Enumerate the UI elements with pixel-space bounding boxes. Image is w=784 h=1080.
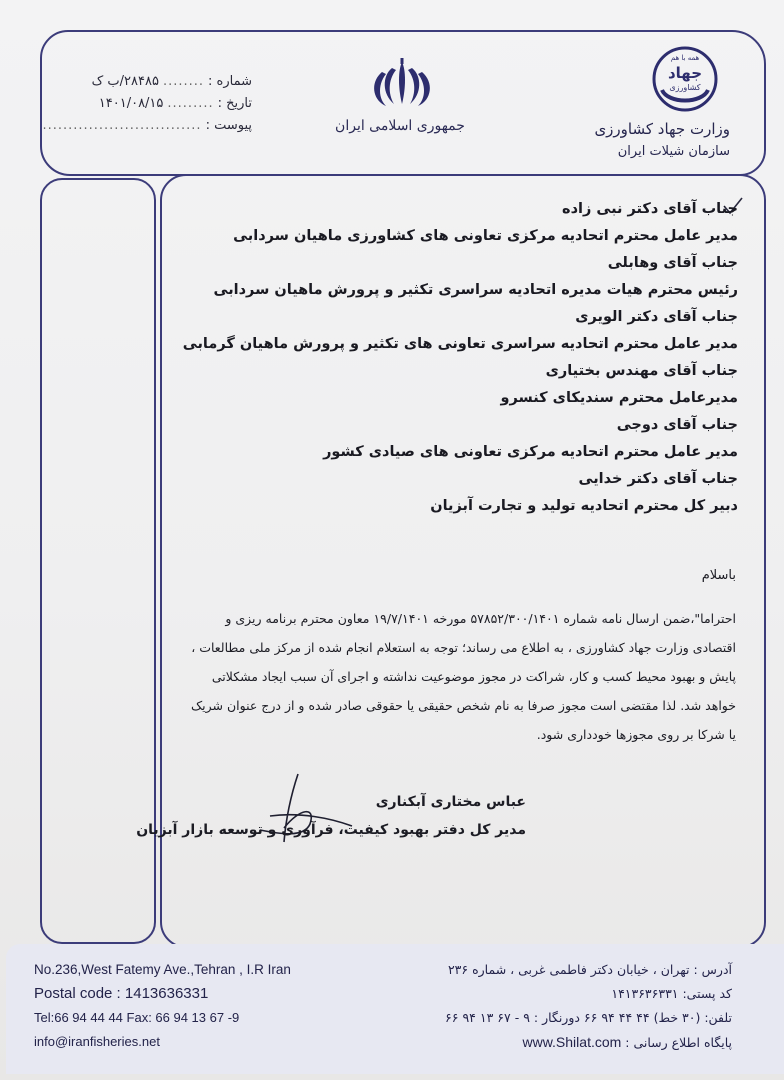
footer-website-link[interactable]: www.Shilat.com [522,1034,622,1050]
footer-en-phone: Tel:66 94 44 44 Fax: 66 94 13 67 -9 [34,1010,240,1025]
iran-emblem-icon [368,58,436,110]
footer-fa-address: آدرس : تهران ، خیابان دکتر فاطمی غربی ، شماره ۲۳۶ [447,962,732,977]
dotted-leader: ........ [162,74,205,89]
logo-text-top: همه با هم [670,54,700,62]
logo-text-main: جهاد [667,64,703,82]
footer-english [34,958,334,1054]
recipient-line: جناب آقای دوجی [616,417,738,433]
recipient-list [182,196,738,520]
greeting: باسلام [701,568,736,583]
recipient-line: مدیر عامل محترم اتحادیه سراسری تعاونی های تکثیر و پرورش ماهیان گرمابی [182,336,738,352]
letter-date-value: ۱۴۰۱/۰۸/۱۵ [98,96,164,111]
footer-en-postal: Postal code : 1413636331 [34,985,209,1002]
letter-date-label: تاریخ : [217,96,252,111]
logo-text-sub: کشاورزی [669,83,701,92]
letter-number-row [62,74,252,96]
letter-body [190,604,736,749]
letter-meta [42,74,252,140]
organization-name: سازمان شیلات ایران [617,144,730,159]
footer-en-email: info@iranfisheries.net [34,1034,160,1049]
recipient-line: جناب آقای دکتر نبی زاده [562,201,738,217]
recipient-line: جناب آقای دکتر خدایی [578,471,738,487]
body-line: پایش و بهبود محیط کسب و کار، شراکت در مجوز موضوعیت نداشته و اجرای آن سبب ایجاد مشکلاتی [211,669,736,684]
footer-fa-postal: کد پستی: ۱۴۱۳۶۳۶۳۳۱ [611,986,732,1001]
emblem-caption: جمهوری اسلامی ایران [335,118,465,134]
recipient-line: جناب آقای مهندس بختیاری [545,363,738,379]
recipient-line: مدیر عامل محترم اتحادیه مرکزی تعاونی های کشاورزی ماهیان سردابی [233,228,738,244]
footer-fa-phone: تلفن: (۳۰ خط) ۴۴ ۴۴ ۹۴ ۶۶ دورنگار : ۹ - ۶۷ ۱۳ ۹۴ ۶۶ [445,1010,732,1025]
letter-number-value: ۲۸۴۸۵/ب ک [91,74,159,89]
body-line: خواهد شد. لذا مقتضی است مجوز صرفا به نام شخص حقیقی یا حقوقی صادر شده و از درج عنوان شریک [190,698,736,713]
letter-number-label: شماره : [208,74,252,89]
body-line: یا شرکا بر روی مجوزها خودداری شود. [536,727,736,742]
footer-fa-site-row [380,1030,732,1054]
footer-en-address: No.236,West Fatemy Ave.,Tehran , I.R Iran [34,962,291,977]
recipient-line: جناب آقای وهابلی [607,255,738,271]
dotted-leader: ............................... [42,118,202,133]
jahad-keshavarzi-logo-icon [650,44,720,114]
recipient-line: دبیر کل محترم اتحادیه تولید و تجارت آبزیان [430,498,738,514]
footer-persian [380,958,732,1054]
letter-attachment-label: پیوست : [205,118,252,133]
body-line: اقتصادی وزارت جهاد کشاورزی ، به اطلاع می رساند؛ توجه به استعلام انجام شده از مرکز ملی مطالعات ، [191,640,736,655]
recipient-line: مدیر عامل محترم اتحادیه مرکزی تعاونی های صیادی کشور [323,444,738,460]
recipient-line: مدیرعامل محترم سندیکای کنسرو [500,390,738,406]
footer-fa-site-label: پایگاه اطلاع رسانی : [625,1035,732,1050]
signer-title: مدیر کل دفتر بهبود کیفیت، فرآوری و توسعه بازار آبزیان [136,822,526,838]
letter-date-row [62,96,252,118]
recipient-line: جناب آقای دکتر الویری [575,309,738,325]
dotted-leader: ......... [167,96,214,111]
signer-name: عباس مختاری آبکناری [375,794,526,810]
ministry-name: وزارت جهاد کشاورزی [594,120,730,138]
letter-attachment-row [42,118,252,140]
body-line: احتراما"،ضمن ارسال نامه شماره ۵۷۸۵۲/۳۰۰/۱۴۰۱ مورخه ۱۹/۷/۱۴۰۱ معاون محترم برنامه ریزی و [225,611,736,626]
recipient-line: رئیس محترم هیات مدیره اتحادیه سراسری تکثیر و پرورش ماهیان سردابی [213,282,738,298]
